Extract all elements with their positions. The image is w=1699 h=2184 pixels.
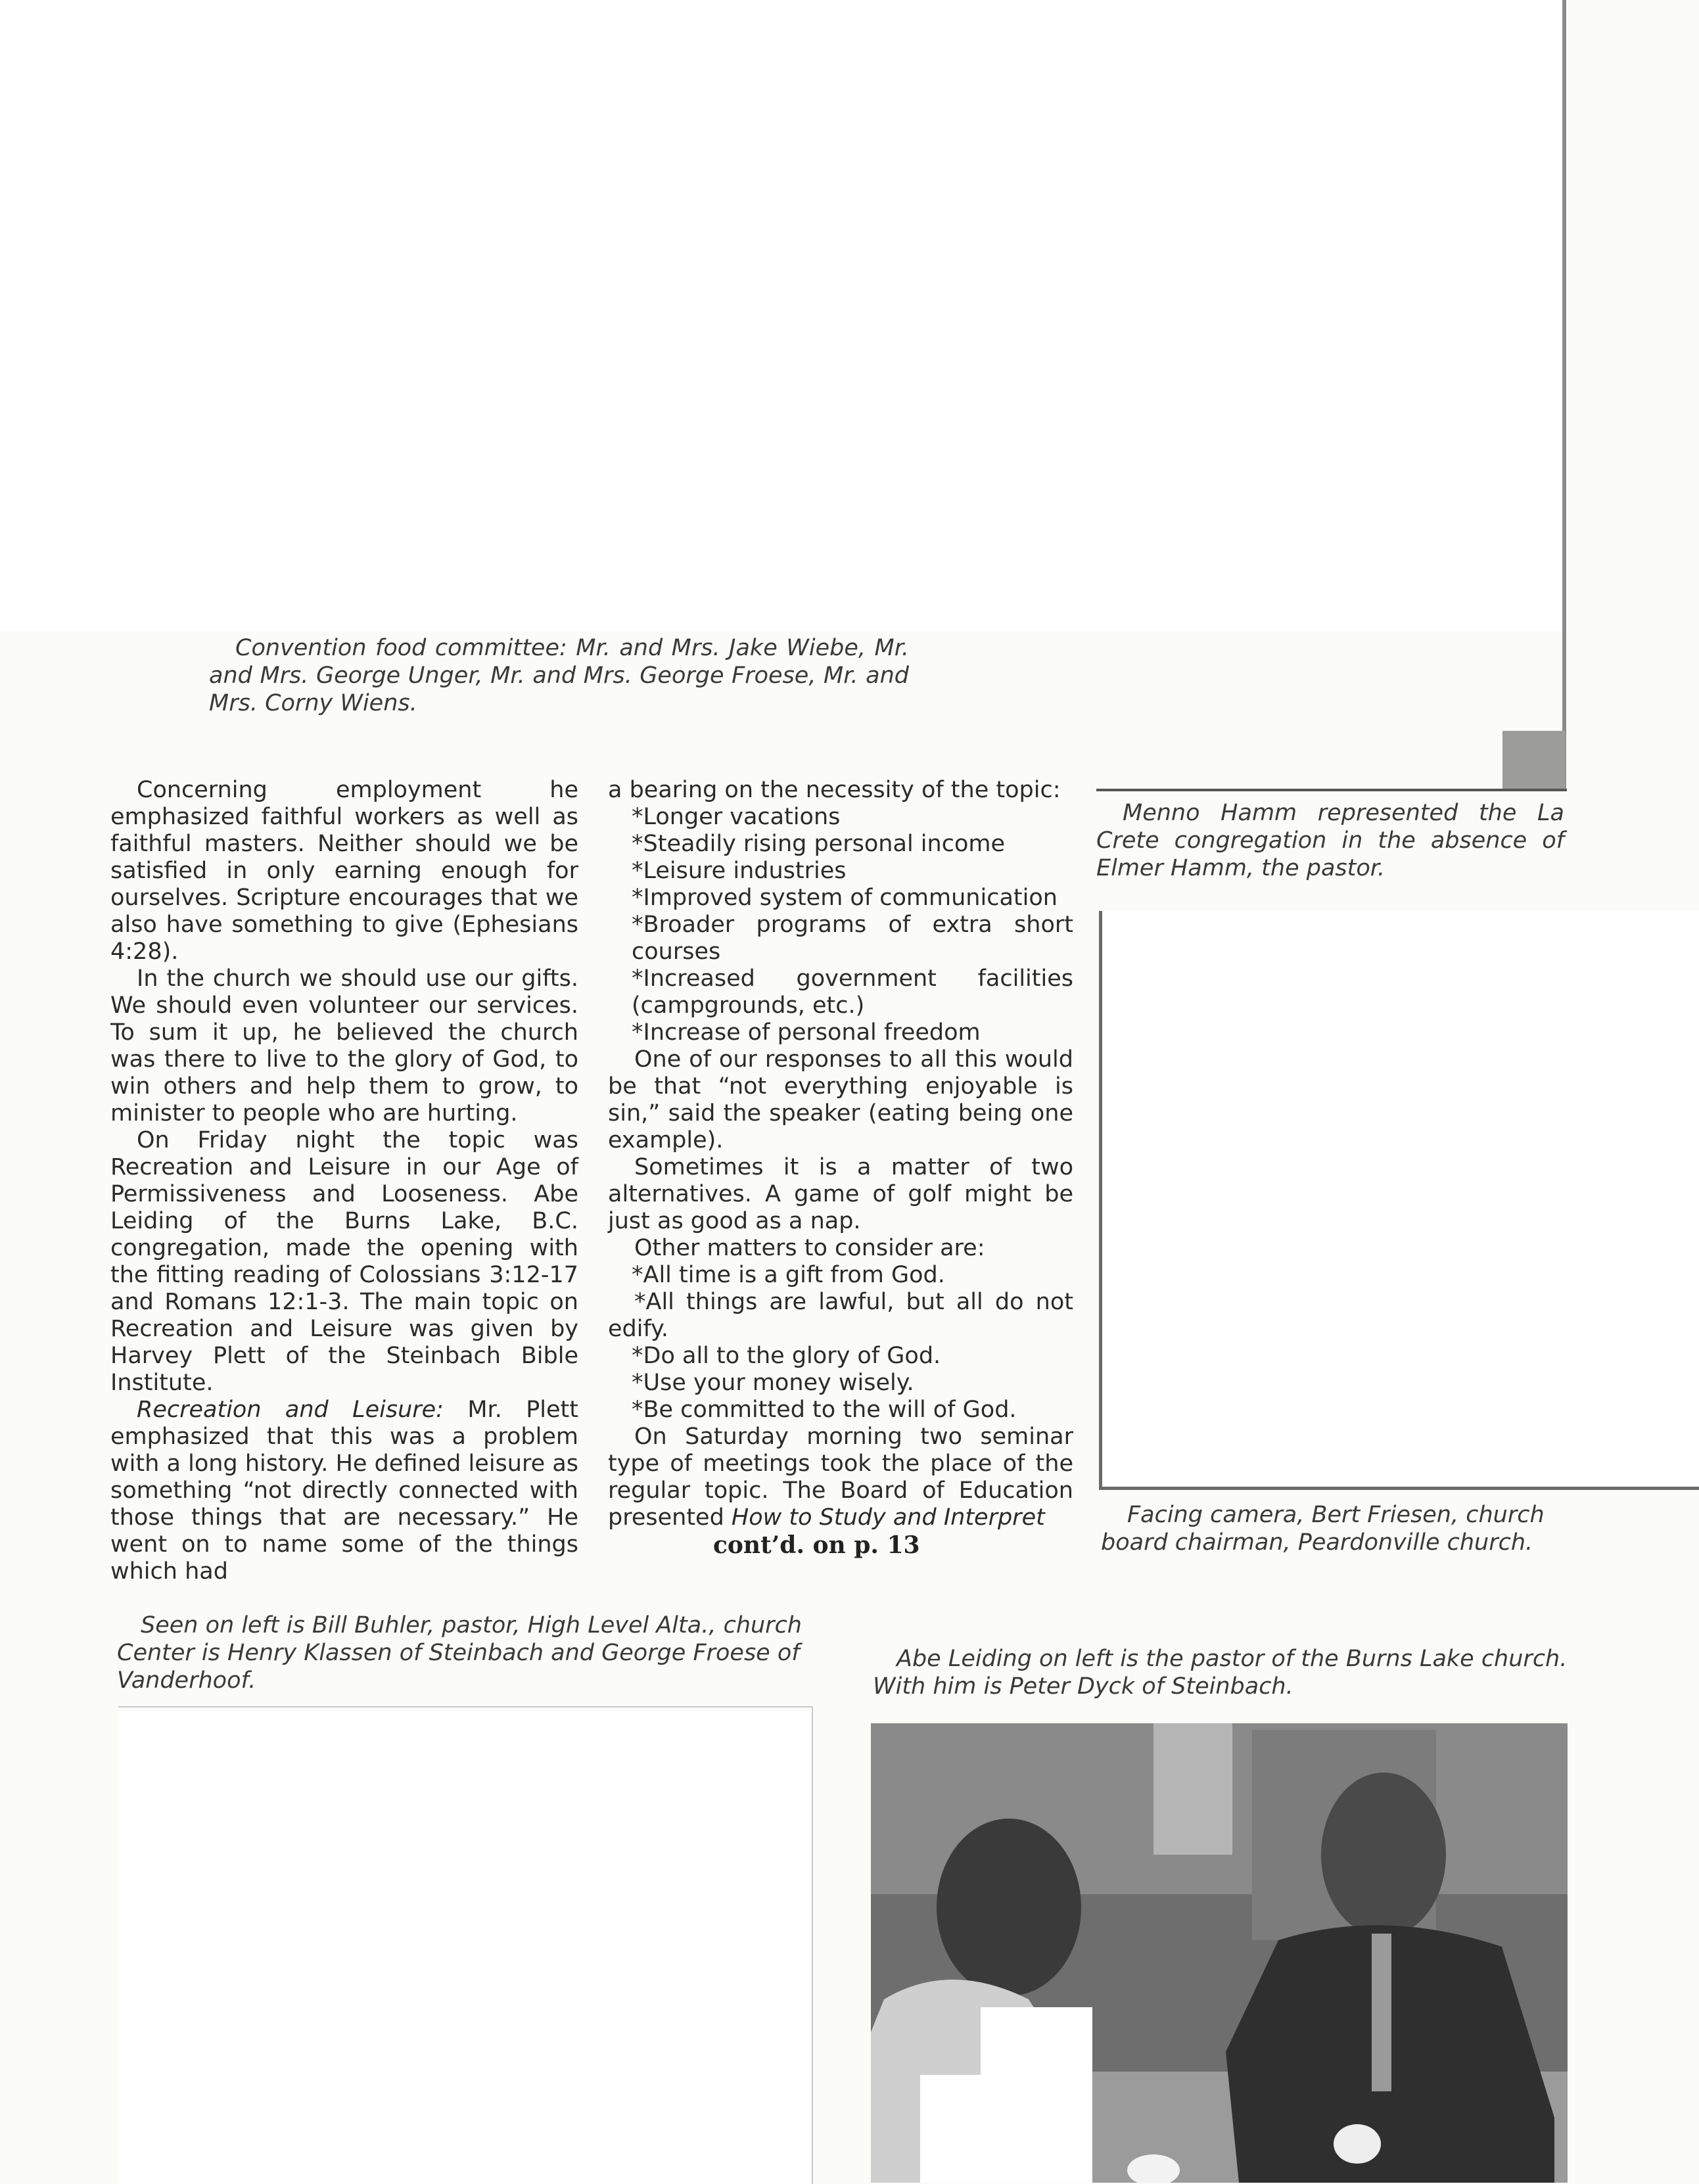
col2-paragraph-4: [608, 1424, 1073, 1531]
top-right-photo-corner: [1502, 731, 1566, 791]
col2-paragraph-1: One of our responses to all this would be that “not everything enjoyable is sin,” said the speaker (eating being one example).: [608, 1046, 1073, 1153]
bullet-item: *Longer vacations: [632, 804, 841, 830]
col1-subhead: Recreation and Leisure:: [137, 1397, 444, 1423]
menno-hamm-caption: Menno Hamm represented the La Crete congregation in the absence of Elmer Hamm, the pastor.: [1096, 800, 1564, 881]
article-column-2: [608, 777, 1073, 1531]
right-person-tie: [1372, 1934, 1391, 2091]
article-column-1: [110, 777, 578, 1585]
top-photo: [0, 0, 1564, 631]
col2-lead: a bearing on the necessity of the topic:: [608, 777, 1061, 803]
col1-paragraph-2: In the church we should use our gifts. We should even volunteer our services. To sum it up, he believed the church was there to live to the glory of God, to win others and help them to grow, to minister to people who are hurting.: [110, 965, 578, 1127]
photo-white-patch: [981, 2007, 1092, 2183]
bill-buhler-caption: Seen on left is Bill Buhler, pastor, High Level Alta., church Center is Henry Klassen of Steinbach and George Froese of Vanderhoof.: [117, 1612, 802, 1694]
bullet-item: *Do all to the glory of God.: [632, 1343, 941, 1369]
bullet-item: *Use your money wisely.: [632, 1370, 914, 1396]
col2-paragraph-4-text: On Saturday morning two seminar type of meetings took the place of the regular topic. The Board of Education presented: [608, 1424, 1073, 1531]
col2-title-italic: How to Study and Interpret: [731, 1504, 1045, 1531]
col1-paragraph-4-text: Mr. Plett emphasized that this was a problem with a long history. He defined leisure as something “not directly connected with those things that are necessary.” He went on to name some of the things which had: [110, 1397, 578, 1585]
abe-leiding-caption: Abe Leiding on left is the pastor of the Burns Lake church. With him is Peter Dyck of Steinbach.: [873, 1646, 1568, 1700]
bullet-item: *Be committed to the will of God.: [632, 1397, 1017, 1423]
col1-paragraph-3: On Friday night the topic was Recreation and Leisure in our Age of Permissiveness and Looseness. Abe Leiding of the Burns Lake, B.C. congregation, made the opening with the fitting reading of Colossians 3:12-17 and Romans 12:1-3. The main topic on Recreation and Leisure was given by Harvey Plett of the Steinbach Bible Institute.: [110, 1127, 578, 1396]
bullet-item: *Leisure industries: [632, 858, 847, 884]
bullet-item: *Broader programs of extra short courses: [632, 912, 1073, 965]
middle-right-photo-frame: [1099, 911, 1699, 1490]
bert-friesen-caption: Facing camera, Bert Friesen, church board chairman, Peardonville church.: [1101, 1502, 1545, 1556]
left-person-head: [937, 1819, 1081, 1996]
photo-window: [1153, 1723, 1232, 1855]
bullet-item: *Steadily rising personal income: [632, 831, 1005, 857]
col1-paragraph-4: [110, 1397, 578, 1585]
photo-white-patch-2: [920, 2075, 986, 2183]
top-photo-edge: [1562, 0, 1566, 789]
bullet-item: *Improved system of communication: [632, 885, 1058, 911]
coffee-cup: [1334, 2124, 1381, 2164]
bottom-left-photo-frame: [118, 1706, 813, 2184]
col2-paragraph-3: Other matters to consider are:: [634, 1235, 985, 1261]
continued-link[interactable]: cont’d. on p. 13: [713, 1531, 920, 1559]
bullet-item: *All time is a gift from God.: [632, 1262, 945, 1288]
bottom-right-photo: [871, 1723, 1568, 2183]
photo-border-line: [1096, 789, 1567, 791]
food-committee-caption: Convention food committee: Mr. and Mrs. Jake Wiebe, Mr. and Mrs. George Unger, Mr. and Mrs. George Froese, Mr. and Mrs. Corny Wiens.: [209, 635, 909, 716]
bullet-item: *Increased government facilities (campgrounds, etc.): [632, 965, 1073, 1019]
bullet-item: *Increase of personal freedom: [632, 1019, 981, 1046]
right-person-head: [1321, 1773, 1446, 1937]
col1-paragraph-1: Concerning employment he emphasized faithful workers as well as faithful masters. Neither should we be satisfied in only earning enough for ourselves. Scripture encourages that we also have something to give (Ephesians 4:28).: [110, 777, 578, 965]
col2-paragraph-2: Sometimes it is a matter of two alternatives. A game of golf might be just as good as a nap.: [608, 1154, 1073, 1234]
bullet-item: *All things are lawful, but all do not edify.: [608, 1289, 1073, 1342]
